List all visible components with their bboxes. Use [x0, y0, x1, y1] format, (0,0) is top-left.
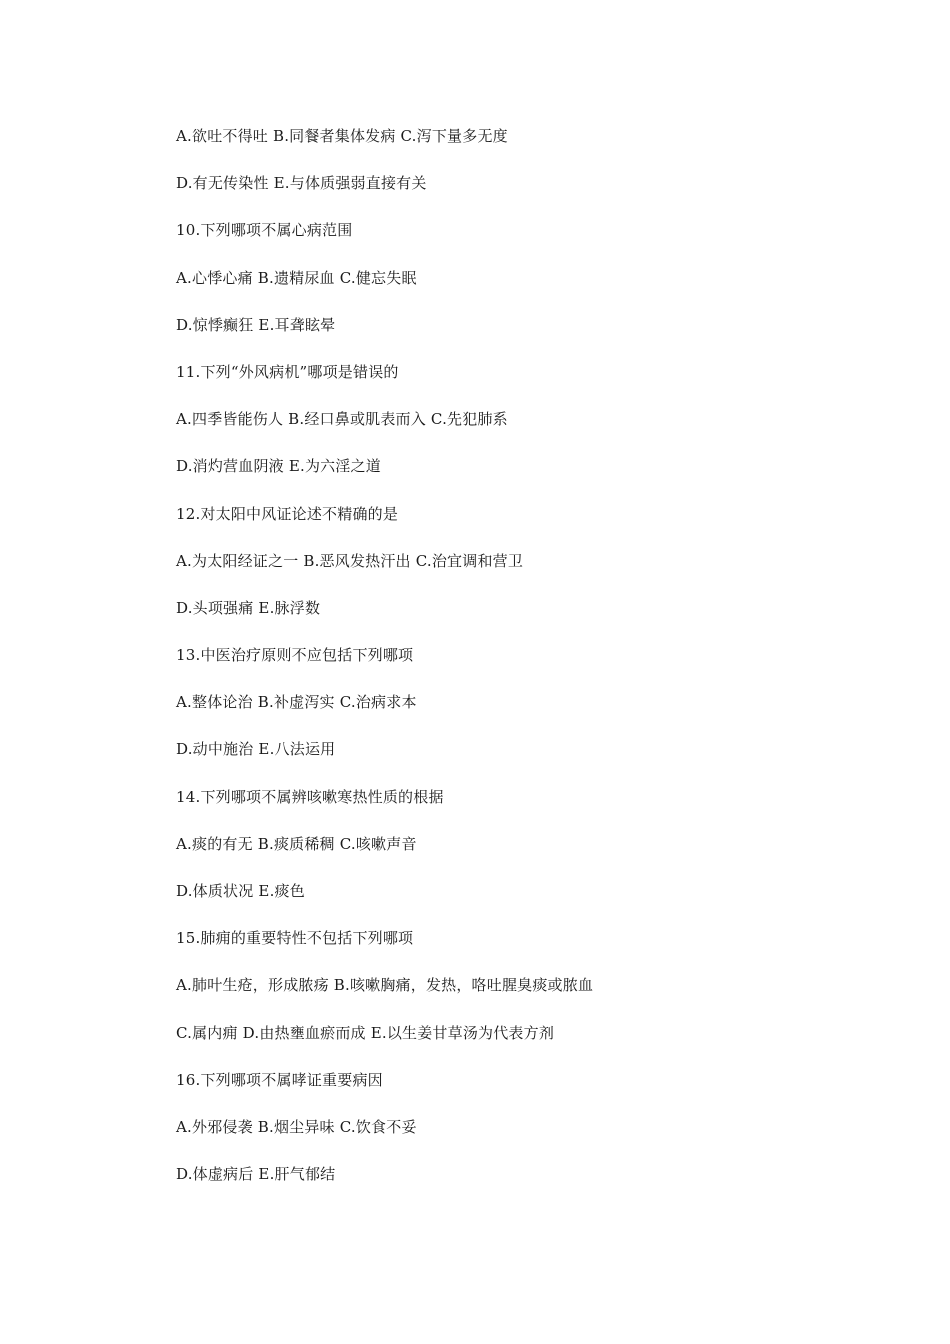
question-16: 16.下列哪项不属哮证重要病因 — [176, 1070, 383, 1089]
option-line: A.肺叶生疮，形成脓疡 B.咳嗽胸痛，发热，咯吐腥臭痰或脓血 — [176, 976, 594, 995]
option-line: D.惊悸癫狂 E.耳聋眩晕 — [176, 315, 336, 334]
option-line: A.整体论治 B.补虚泻实 C.治病求本 — [176, 693, 417, 712]
option-line: D.体虚病后 E.肝气郁结 — [176, 1165, 336, 1184]
option-line: D.头项强痛 E.脉浮数 — [176, 598, 321, 617]
option-line: A.欲吐不得吐 B.同餐者集体发病 C.泻下量多无度 — [176, 127, 508, 145]
option-line: A.心悸心痛 B.遗精尿血 C.健忘失眠 — [176, 268, 417, 287]
option-line: A.为太阳经证之一 B.恶风发热汗出 C.治宜调和营卫 — [176, 551, 524, 570]
option-line: A.外邪侵袭 B.烟尘异味 C.饮食不妥 — [176, 1117, 417, 1136]
option-line: C.属内痈 D.由热壅血瘀而成 E.以生姜甘草汤为代表方剂 — [176, 1023, 555, 1042]
question-10: 10.下列哪项不属心病范围 — [176, 221, 353, 240]
option-line: D.有无传染性 E.与体质强弱直接有关 — [176, 174, 427, 193]
question-15: 15.肺痈的重要特性不包括下列哪项 — [176, 929, 414, 948]
question-12: 12.对太阳中风证论述不精确的是 — [176, 504, 399, 523]
option-line: D.动中施治 E.八法运用 — [176, 740, 336, 759]
question-11: 11.下列“外风病机”哪项是错误的 — [176, 362, 399, 381]
question-list — [176, 124, 876, 1209]
question-13: 13.中医治疗原则不应包括下列哪项 — [176, 646, 414, 665]
option-line: D.消灼营血阴液 E.为六淫之道 — [176, 457, 381, 476]
option-line: A.四季皆能伤人 B.经口鼻或肌表而入 C.先犯肺系 — [176, 410, 508, 429]
option-line: A.痰的有无 B.痰质稀稠 C.咳嗽声音 — [176, 834, 417, 853]
question-14: 14.下列哪项不属辨咳嗽寒热性质的根据 — [176, 787, 444, 806]
option-line: D.体质状况 E.痰色 — [176, 882, 305, 900]
